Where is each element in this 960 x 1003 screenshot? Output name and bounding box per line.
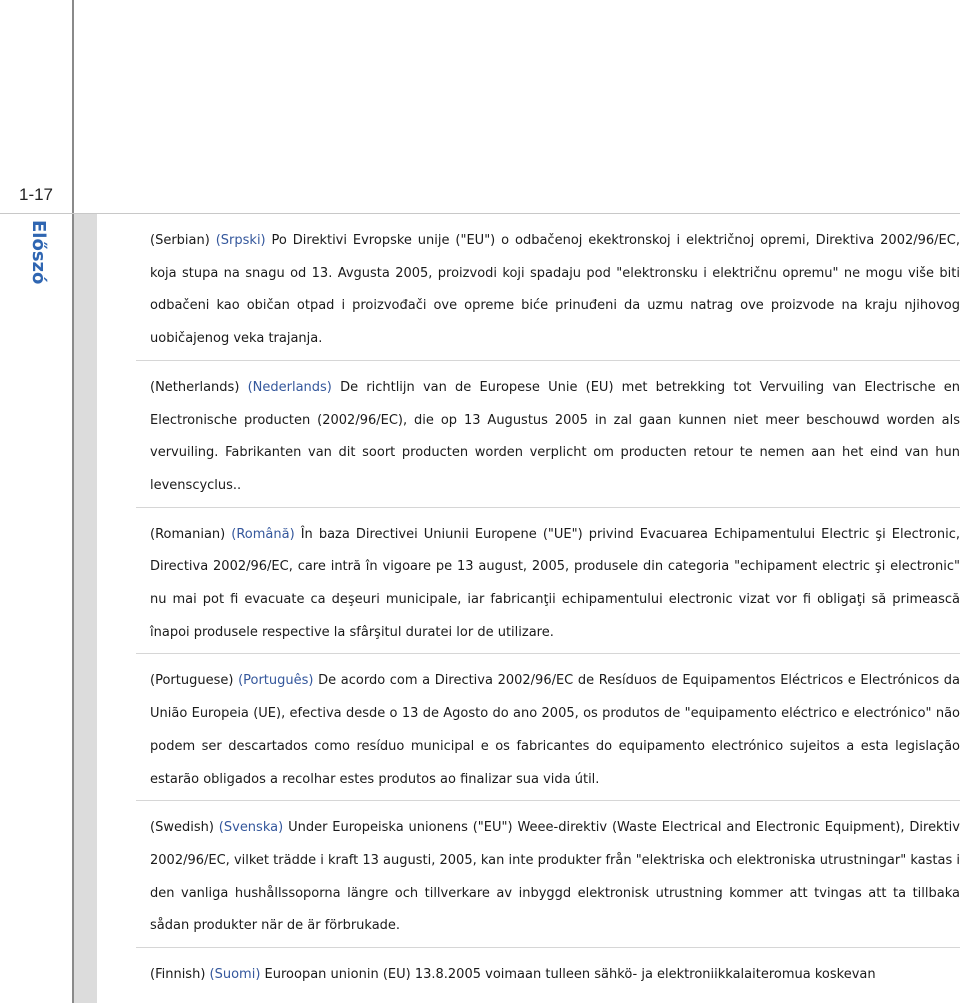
native-language-name: (Nederlands) [247, 379, 332, 395]
language-label: (Romanian) [150, 526, 226, 542]
paragraph-text: Euroopan unionin (EU) 13.8.2005 voimaan tulleen sähkö- ja elektroniikkalaiteromua koskevan [264, 967, 876, 983]
paragraph-portuguese [136, 654, 960, 801]
page-number: 1-17 [18, 185, 54, 204]
paragraph-text: De richtlijn van de Europese Unie (EU) met betrekking tot Vervuiling van Electrische en Electronische producten (2002/96/EC), die op 13 Augustus 2005 in zal gaan kunnen niet meer beschouwd worden als vervuiling. Fabrikanten van dit soort producten worden verplicht om producten retour te nemen aan het eind van hun levenscyclus.. [150, 379, 960, 493]
native-language-name: (Svenska) [218, 820, 284, 836]
native-language-name: (Srpski) [215, 233, 266, 248]
paragraph-swedish [136, 801, 960, 948]
language-label: (Finnish) [150, 967, 206, 983]
side-tab [74, 214, 97, 1003]
content-area [136, 214, 960, 996]
language-label: (Netherlands) [150, 379, 240, 395]
native-language-name: (Română) [231, 526, 295, 542]
native-language-name: (Português) [238, 673, 314, 689]
paragraph-text: În baza Directivei Uniunii Europene ("UE") privind Evacuarea Echipamentului Electric şi Electronic, Directiva 2002/96/EC, care intră în vigoare pe 13 august, 2005, produsele din categoria "echipament electric şi electronic" nu mai pot fi evacuate ca deşeuri municipale, iar fabricanţii echipamentului electronic vizat vor fi obligaţi să primească înapoi produsele respective la sfârşitul duratei lor de utilizare. [150, 526, 960, 640]
paragraph-serbian [136, 214, 960, 361]
paragraph-finnish [136, 948, 960, 996]
native-language-name: (Suomi) [209, 967, 261, 983]
paragraph-text: De acordo com a Directiva 2002/96/EC de Resíduos de Equipamentos Eléctricos e Electrónicos da União Europeia (UE), efectiva desde o 13 de Agosto do ano 2005, os produtos de "equipamento eléctrico e electrónico" não podem ser descartados como resíduo municipal e os fabricantes do equipamento electrónico sujeitos a esta legislação estarão obligados a recolhar estes produtos ao finalizar sua vida útil. [150, 673, 960, 787]
language-label: (Swedish) [150, 820, 214, 836]
chapter-title: Előszó [28, 220, 49, 285]
paragraph-romanian [136, 508, 960, 655]
paragraph-text: Po Direktivi Evropske unije ("EU") o odbačenoj ekektronskoj i električnoj opremi, Direktiva 2002/96/EC, koja stupa na snagu od 13. Avgusta 2005, proizvodi koji spadaju pod "elektronsku i električnu opremu" ne mogu više biti odbačeni kao običan otpad i proizvođači ove opreme biće prinuđeni da uzmu natrag ove proizvode na kraju njihovog uobičajenog veka trajanja. [150, 233, 960, 347]
paragraph-text: Under Europeiska unionens ("EU") Weee-direktiv (Waste Electrical and Electronic Equipment), Direktiv 2002/96/EC, vilket trädde i kraft 13 augusti, 2005, kan inte produkter från "elektriska och elektroniska utrustningar" kastas i den vanliga hushållssoporna längre och tillverkare av inbyggd elektronisk utrustning kommer att tvingas att ta tillbaka sådan produkter när de är förbrukade. [150, 820, 960, 934]
language-label: (Portuguese) [150, 673, 234, 689]
paragraph-netherlands [136, 361, 960, 508]
language-label: (Serbian) [150, 233, 210, 248]
